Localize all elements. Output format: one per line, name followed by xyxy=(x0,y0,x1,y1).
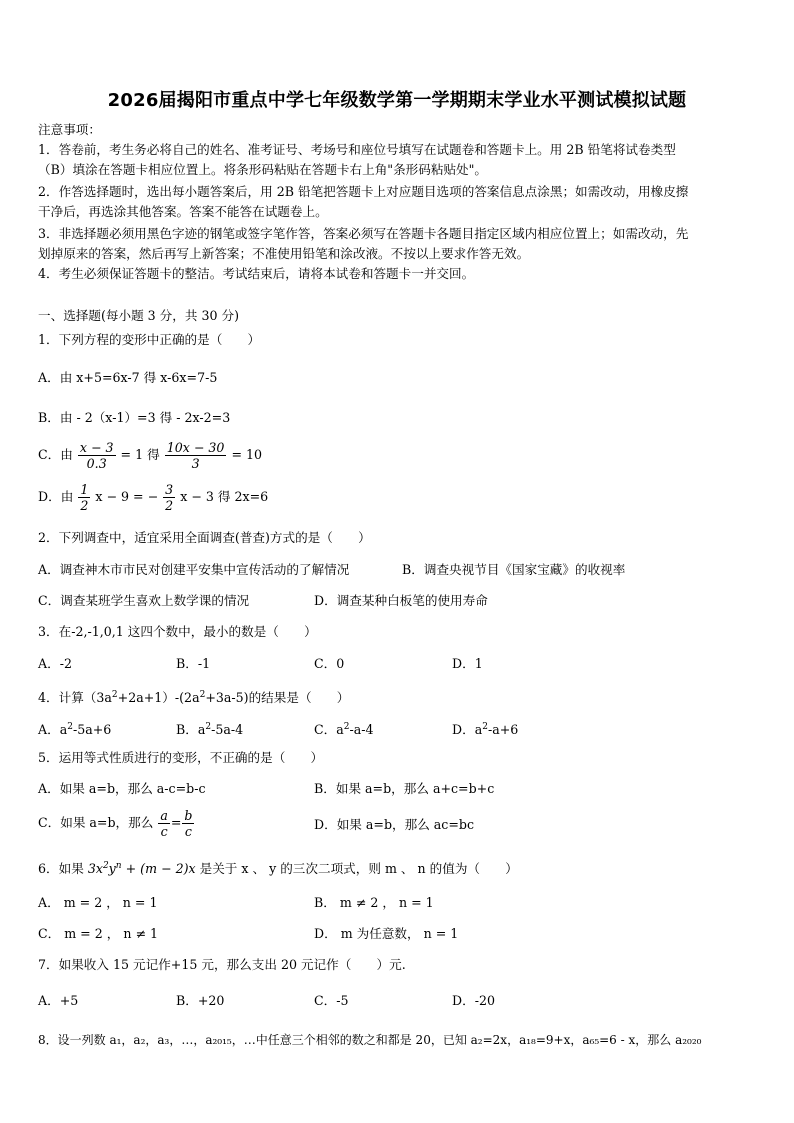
q2-option-c: C．调查某班学生喜欢上数学课的情况 xyxy=(38,593,250,608)
q4-option-a xyxy=(38,717,111,740)
q6-stem-pre: 6．如果 xyxy=(38,861,84,877)
opt-pre: C．a xyxy=(314,722,344,738)
q4-option-b xyxy=(176,717,243,740)
q1-option-b: B．由 - 2（x-1）=3 得 - 2x-2=3 xyxy=(38,410,231,425)
q4-stem-mid1: +2a+1）-(2a xyxy=(117,690,200,706)
q1-c-end: = 10 xyxy=(231,447,263,462)
frac-num: 3 xyxy=(165,482,174,497)
q5-option-c xyxy=(38,808,195,839)
q6-expr: 3x xyxy=(87,861,103,877)
superscript: 2 xyxy=(205,722,212,732)
notice-3b: 划掉原来的答案，然后再写上新答案；不准使用铅笔和涂改液。不按以上要求作答无效。 xyxy=(38,246,530,261)
q4-stem-pre: 4．计算（3a xyxy=(38,690,112,706)
superscript: 2 xyxy=(199,690,206,700)
q1-option-a: A．由 x+5=6x-7 得 x-6x=7-5 xyxy=(38,370,218,385)
q6-option-a: A． m = 2 ， n = 1 xyxy=(38,895,158,910)
frac-num: 10x − 30 xyxy=(166,440,225,455)
notice-label: 注意事项： xyxy=(38,122,101,137)
q5-c-fraction-1 xyxy=(158,808,170,839)
q4-stem xyxy=(38,685,349,708)
q3-option-a: A．-2 xyxy=(38,656,72,671)
notice-2b: 干净后，再选涂其他答案。答案不能答在试题卷上。 xyxy=(38,204,328,219)
q8-stem: 8．设一列数 a₁，a₂，a₃，…，a₂₀₁₅，…中任意三个相邻的数之和都是 20，已知 a₂=2x，a₁₈=9+x，a₆₅=6 - x，那么 a₂₀₂₀ xyxy=(38,1033,702,1047)
notice-3a: 3．非选择题必须用黑色字迹的钢笔或签字笔作答，答案必须写在答题卡各题目指定区域内相应位置上；如需改动，先 xyxy=(38,226,689,241)
frac-den: 2 xyxy=(80,498,89,513)
superscript: 2 xyxy=(102,861,109,871)
q1-d-fraction-1 xyxy=(78,482,90,513)
q1-c-fraction-1 xyxy=(78,440,116,471)
q6-stem-post: 是关于 x 、 y 的三次二项式，则 m 、 n 的值为（ ） xyxy=(195,861,518,877)
q6-option-c: C． m = 2 ， n ≠ 1 xyxy=(38,926,159,941)
q6-expr2: + (m − 2)x xyxy=(121,861,196,877)
q3-option-b: B．-1 xyxy=(176,656,211,671)
notice-1a: 1．答卷前，考生务必将自己的姓名、准考证号、考场号和座位号填写在试题卷和答题卡上。用 2B 铅笔将试卷类型 xyxy=(38,142,676,157)
notice-4: 4．考生必须保证答题卡的整洁。考试结束后，请将本试卷和答题卡一并交回。 xyxy=(38,266,475,281)
q5-c-prefix: C．如果 a=b，那么 xyxy=(38,815,154,830)
q1-d-mid2: x − 3 得 2x=6 xyxy=(180,489,269,504)
q6-option-b: B． m ≠ 2 ， n = 1 xyxy=(314,895,434,910)
opt-pre: A．a xyxy=(38,722,68,738)
frac-den: 0.3 xyxy=(86,456,107,471)
superscript: 2 xyxy=(482,722,488,732)
frac-den: c xyxy=(160,824,168,839)
q1-option-c xyxy=(38,440,262,471)
q2-option-d: D．调查某种白板笔的使用寿命 xyxy=(314,593,488,608)
superscript: 2 xyxy=(67,722,73,732)
notice-2a: 2．作答选择题时，选出每小题答案后，用 2B 铅笔把答题卡上对应题目选项的答案信息点涂黑；如需改动，用橡皮擦 xyxy=(38,184,689,199)
q1-d-fraction-2 xyxy=(163,482,175,513)
opt-post: -a+6 xyxy=(487,722,519,738)
q1-d-prefix: D．由 xyxy=(38,489,74,504)
q5-option-b: B．如果 a=b，那么 a+c=b+c xyxy=(314,781,495,796)
superscript: 2 xyxy=(111,690,118,700)
superscript: n xyxy=(115,861,122,871)
opt-pre: D．a xyxy=(452,722,483,738)
frac-num: a xyxy=(160,808,168,823)
opt-pre: B．a xyxy=(176,722,206,738)
q1-c-prefix: C．由 xyxy=(38,447,73,462)
q1-option-d xyxy=(38,482,268,513)
opt-post: -5a+6 xyxy=(72,722,112,738)
page-title: 2026届揭阳市重点中学七年级数学第一学期期末学业水平测试模拟试题 xyxy=(107,90,687,111)
opt-post: -5a-4 xyxy=(211,722,244,738)
q2-stem: 2．下列调查中，适宜采用全面调查(普查)方式的是（ ） xyxy=(38,530,371,545)
q4-option-d xyxy=(452,717,518,740)
q2-option-a: A．调查神木市市民对创建平安集中宣传活动的了解情况 xyxy=(38,562,350,577)
q2-option-b: B．调查央视节目《国家宝藏》的收视率 xyxy=(402,562,626,577)
q4-stem-mid2: +3a-5)的结果是（ ） xyxy=(205,690,350,706)
opt-post: -a-4 xyxy=(349,722,374,738)
q3-option-c: C．0 xyxy=(314,656,345,671)
frac-den: 3 xyxy=(191,456,200,471)
q1-c-mid: = 1 得 xyxy=(120,447,160,462)
q6-y: y xyxy=(108,861,116,877)
q5-option-d: D．如果 a=b，那么 ac=bc xyxy=(314,817,475,832)
q7-option-c: C．-5 xyxy=(314,993,349,1008)
q6-stem xyxy=(38,856,518,879)
frac-den: 2 xyxy=(165,498,174,513)
q5-stem: 5．运用等式性质进行的变形，不正确的是（ ） xyxy=(38,750,324,765)
q7-option-b: B．+20 xyxy=(176,993,225,1008)
q5-option-a: A．如果 a=b，那么 a-c=b-c xyxy=(38,781,206,796)
q7-stem: 7．如果收入 15 元记作+15 元，那么支出 20 元记作（ ）元. xyxy=(38,957,406,972)
q7-option-a: A．+5 xyxy=(38,993,79,1008)
q6-option-d: D． m 为任意数， n = 1 xyxy=(314,926,459,941)
superscript: 2 xyxy=(343,722,350,732)
frac-num: b xyxy=(184,808,193,823)
q7-option-d: D．-20 xyxy=(452,993,495,1008)
frac-num: x − 3 xyxy=(79,440,114,455)
frac-num: 1 xyxy=(80,482,89,497)
notice-1b: （B）填涂在答题卡相应位置上。将条形码粘贴在答题卡右上角"条形码粘贴处"。 xyxy=(38,162,488,177)
q1-c-fraction-2 xyxy=(165,440,227,471)
q1-stem: 1．下列方程的变形中正确的是（ ） xyxy=(38,332,261,347)
q5-c-fraction-2 xyxy=(182,808,194,839)
frac-den: c xyxy=(184,824,192,839)
q1-d-mid1: x − 9 = − xyxy=(95,489,159,504)
q4-option-c xyxy=(314,717,374,740)
section-heading: 一、选择题(每小题 3 分，共 30 分) xyxy=(38,308,240,323)
q3-option-d: D．1 xyxy=(452,656,483,671)
q3-stem: 3．在-2,-1,0,1 这四个数中，最小的数是（ ） xyxy=(38,624,317,639)
equals: = xyxy=(170,815,182,830)
